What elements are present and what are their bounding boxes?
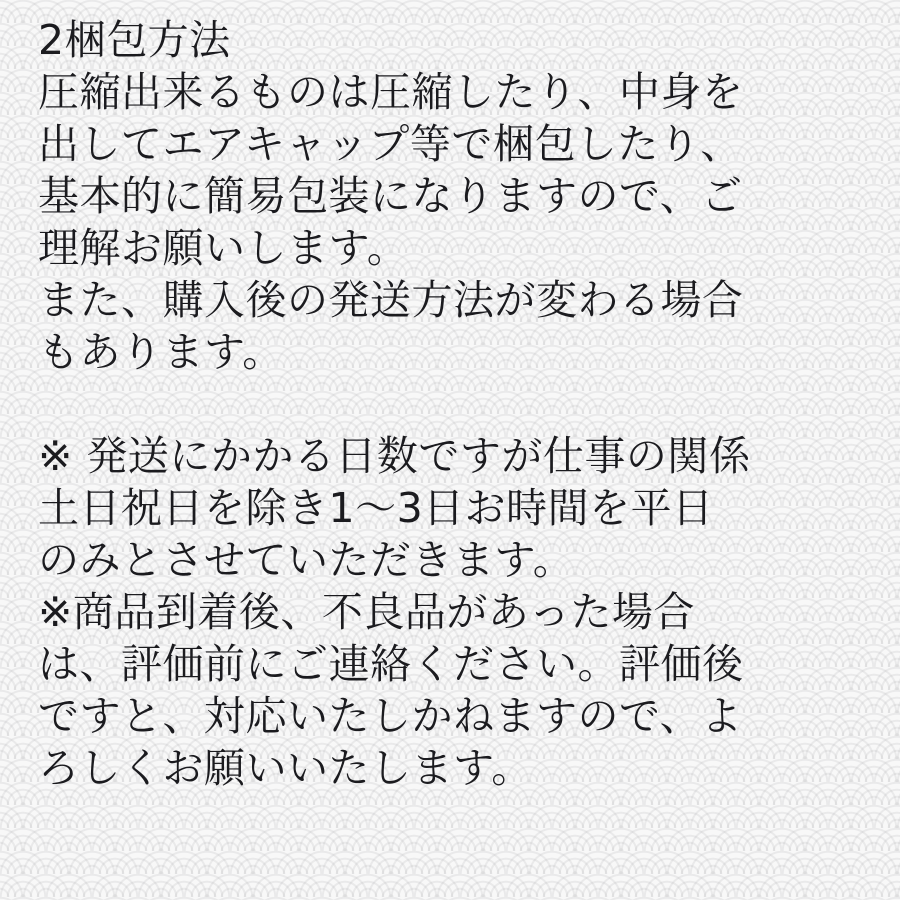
- section-heading-packing-method: 2梱包方法: [38, 16, 231, 64]
- packing-method-line-6: もあります。: [38, 328, 284, 376]
- packing-method-line-1: 圧縮出来るものは圧縮したり、中身を: [38, 68, 744, 116]
- packing-method-line-4: 理解お願いします。: [38, 224, 409, 272]
- defect-note-line-3: ですと、対応いたしかねますので、よ: [38, 692, 743, 740]
- paragraph-spacer: [38, 378, 878, 430]
- packing-method-line-3: 基本的に簡易包装になりますので、ご: [38, 172, 743, 220]
- defect-note-line-1: ※商品到着後、不良品があった場合: [38, 588, 695, 636]
- shipping-days-note-line-3: のみとさせていただきます。: [38, 536, 575, 584]
- shipping-days-note-line-1: ※ 発送にかかる日数ですが仕事の関係: [38, 432, 751, 480]
- packing-method-line-5: また、購入後の発送方法が変わる場合: [38, 276, 744, 324]
- shipping-days-note-line-2: 土日祝日を除き1〜3日お時間を平日: [38, 484, 714, 532]
- packing-method-line-2: 出してエアキャップ等で梱包したり、: [38, 120, 742, 168]
- defect-note-line-2: は、評価前にご連絡ください。評価後: [38, 640, 744, 688]
- defect-note-line-4: ろしくお願いいたします。: [38, 744, 533, 792]
